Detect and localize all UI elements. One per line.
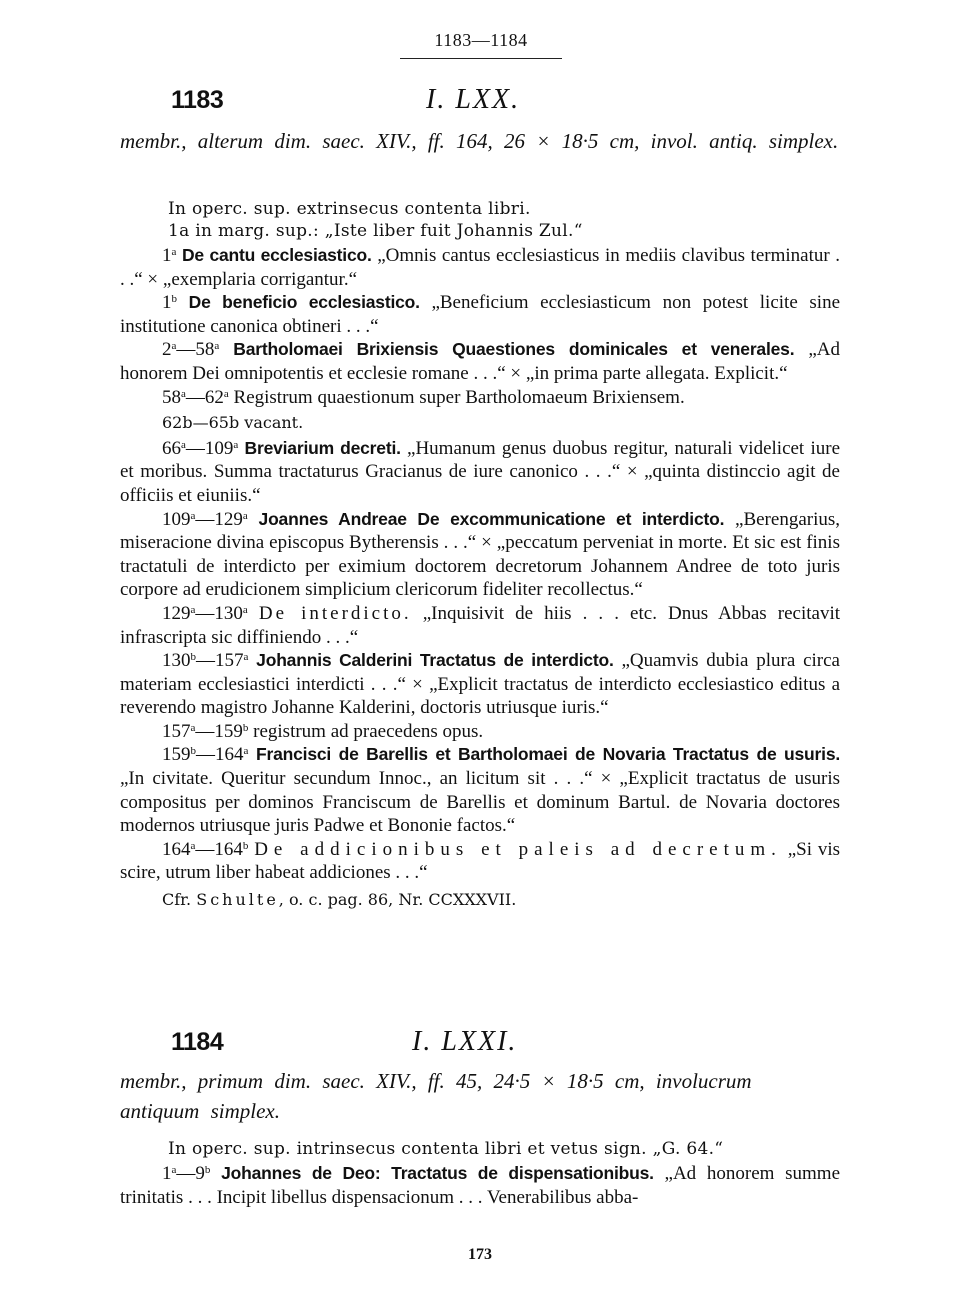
margin-note-text: „Iste liber fuit Johannis Zul.“: [324, 221, 583, 241]
item-title: Bartholomaei Brixiensis Quaestiones dominicales et venerales.: [233, 339, 795, 360]
content-item: 1$^b$ De beneficio ecclesiastico. „Beneficium ecclesiasticum non potest licite sine institutione canonica obtineri . . .“: [120, 292, 841, 337]
item-text: registrum ad praecedens opus.: [248, 720, 484, 742]
item-title: De beneficio ecclesiastico.: [188, 292, 420, 313]
physical-description-1184: membr., primum dim. saec. XIV., ff. 45, 24·5 × 18·5 cm, involucrum antiquum simplex.: [120, 1069, 752, 1123]
running-head-rule: [400, 58, 562, 59]
content-item: 2$^a$—58$^a$ Bartholomaei Brixiensis Quaestiones dominicales et venerales. „Ad honorem Dei omnipotentis et ecclesie romane . . .“ × „in prima parte allegata. Explicit.“: [120, 339, 840, 384]
item-title: De cantu ecclesiastico.: [181, 245, 372, 265]
margin-note-1183: [168, 220, 848, 242]
content-item: 157$^a$—159$^b$ registrum ad praecedens opus.: [162, 720, 484, 742]
contents-1183: [120, 244, 840, 912]
shelfmark-1183: I. LXX.: [426, 84, 521, 115]
item-text: „Beneficium ecclesiasticum non potest licite sine institutione canonica obtineri . . .“: [120, 292, 841, 337]
content-item: 159$^b$—164$^a$ Francisci de Barellis et Bartholomaei de Novaria Tractatus de usuris. „In civitate. Queritur secundum Innoc., an licitum sit . . .“ × „Explicit tractatus de usuris compositus per dominos Franciscum de Barellis et dominum Bartul. de Novaria doctores modernos utriusque juris Padwe et Bononie factos.“: [120, 744, 841, 837]
contents-1184: [120, 1162, 840, 1209]
page-number: 173: [468, 1246, 492, 1263]
item-title: Johannis Calderini Tractatus de interdicto.: [256, 650, 614, 671]
margin-note-ref: 1a in marg. sup.:: [168, 221, 320, 241]
content-item: 1$^a$—9$^b$ Johannes de Deo: Tractatus de dispensationibus. „Ad honorem summe trinitatis . . . Incipit libellus dispensacionum . . . Venerabilibus abba-: [120, 1163, 841, 1208]
running-head: 1183—1184: [434, 30, 528, 50]
content-item: 66$^a$—109$^a$ Breviarium decreti. „Humanum genus duobus regitur, naturali videlicet iure et moribus. Summa tractaturus Gracianus de iure canonico . . .“ × „quinta distinccio agit de officiis et eiuniis.“: [120, 437, 841, 506]
content-item: 109$^a$—129$^a$ Joannes Andreae De excommunicatione et interdicto. „Berengarius, miseracione divina episcopus Bytherensis . . .“ × „peccatum perveniat in morte. Et sic est finis tractatuli de interdicto per eximium doctorem decretorum Johannem Andree de toto juris corpore ad erudicionem simplicium clericorum fideliter recollectus.“: [120, 508, 840, 601]
item-text: „In civitate. Queritur secundum Innoc., an licitum sit . . .“ × „Explicit tractatus de usuris compositus per dominos Franciscum de Barellis et dominum Bartul. de Novaria doctores modernos utriusque juris Padwe et Bononie factos.“: [120, 768, 840, 837]
item-title: Johannes de Deo: Tractatus de dispensationibus.: [221, 1163, 654, 1183]
content-item: 58$^a$—62$^a$ Registrum quaestionum super Bartholomaeum Brixiensem.: [162, 386, 685, 408]
bibliography-reference: Cfr. Schulte, o. c. pag. 86, Nr. CCXXXVII.: [162, 890, 517, 910]
item-spaced-title: De interdicto.: [258, 602, 412, 624]
item-text: „Berengarius, miseracione divina episcopus Bytherensis . . .“ × „peccatum perveniat in morte. Et sic est finis tractatuli de interdicto per eximium doctorem decretorum Johannem Andree de toto juris corpore ad erudicionem simplicium clericorum fideliter recollectus.“: [120, 508, 840, 601]
cover-note-1183: In operc. sup. extrinsecus contenta libri.: [168, 199, 531, 219]
content-item: 1$^a$ De cantu ecclesiastico. „Omnis cantus ecclesiasticus in mediis clavibus terminatur . . .“ × „exemplaria corrigantur.“: [120, 245, 841, 290]
content-item: 129$^a$—130$^a$ De interdicto. „Inquisivit de hiis . . . etc. Dnus Abbas recitavit infrascripta sic diffiniendo . . .“: [120, 602, 841, 648]
item-text: „Inquisivit de hiis . . . etc. Dnus Abbas recitavit infrascripta sic diffiniendo . . .“: [120, 602, 841, 648]
shelfmark-1184: I. LXXI.: [412, 1026, 518, 1057]
item-title: Francisci de Barellis et Bartholomaei de Novaria Tractatus de usuris.: [256, 744, 841, 765]
item-text: „Ad honorem summe trinitatis . . . Incipit libellus dispensacionum . . . Venerabilibus abba-: [120, 1163, 841, 1208]
entry-number-1183: 1183: [171, 86, 224, 114]
item-text: Registrum quaestionum super Bartholomaeum Brixiensem.: [228, 386, 685, 408]
physical-description-1183: membr., alterum dim. saec. XIV., ff. 164, 26 × 18·5 cm, invol. antiq. simplex.: [120, 129, 839, 153]
item-title: Joannes Andreae De excommunicatione et interdicto.: [258, 508, 725, 529]
item-title: Breviarium decreti.: [244, 437, 401, 458]
entry-number-1184: 1184: [171, 1028, 224, 1056]
item-text: „Quamvis dubia plura circa materiam ecclesiastici interdicti . . .“ × „Explicit tractatus de interdicto ecclesiastico editus a reverendo magistro Johanne Kalderini, doctoris utriusque iuris.“: [120, 650, 840, 719]
item-spaced-title: De addicionibus et paleis ad decretum.: [254, 838, 782, 860]
content-item: 164$^a$—164$^b$ De addicionibus et paleis ad decretum. „Si vis scire, utrum liber habeat addiciones . . .“: [120, 838, 840, 884]
vacant-note: 62b—65b vacant.: [162, 413, 304, 433]
item-text: „Si vis scire, utrum liber habeat addiciones . . .“: [120, 838, 840, 884]
cover-note-1184: In operc. sup. intrinsecus contenta libri et vetus sign. „G. 64.“: [168, 1139, 724, 1159]
item-text: „Ad honorem Dei omnipotentis et ecclesie romane . . .“ × „in prima parte allegata. Explicit.“: [120, 339, 840, 384]
item-text: „Omnis cantus ecclesiasticus in mediis clavibus terminatur . . .“ × „exemplaria corrigantur.“: [120, 245, 841, 290]
content-item: 130$^b$—157$^a$ Johannis Calderini Tractatus de interdicto. „Quamvis dubia plura circa materiam ecclesiastici interdicti . . .“ × „Explicit tractatus de interdicto ecclesiastico editus a reverendo magistro Johanne Kalderini, doctoris utriusque iuris.“: [120, 650, 840, 719]
item-text: „Humanum genus duobus regitur, naturali videlicet iure et moribus. Summa tractaturus Gracianus de iure canonico . . .“ × „quinta distinccio agit de officiis et eiuniis.“: [120, 437, 841, 506]
